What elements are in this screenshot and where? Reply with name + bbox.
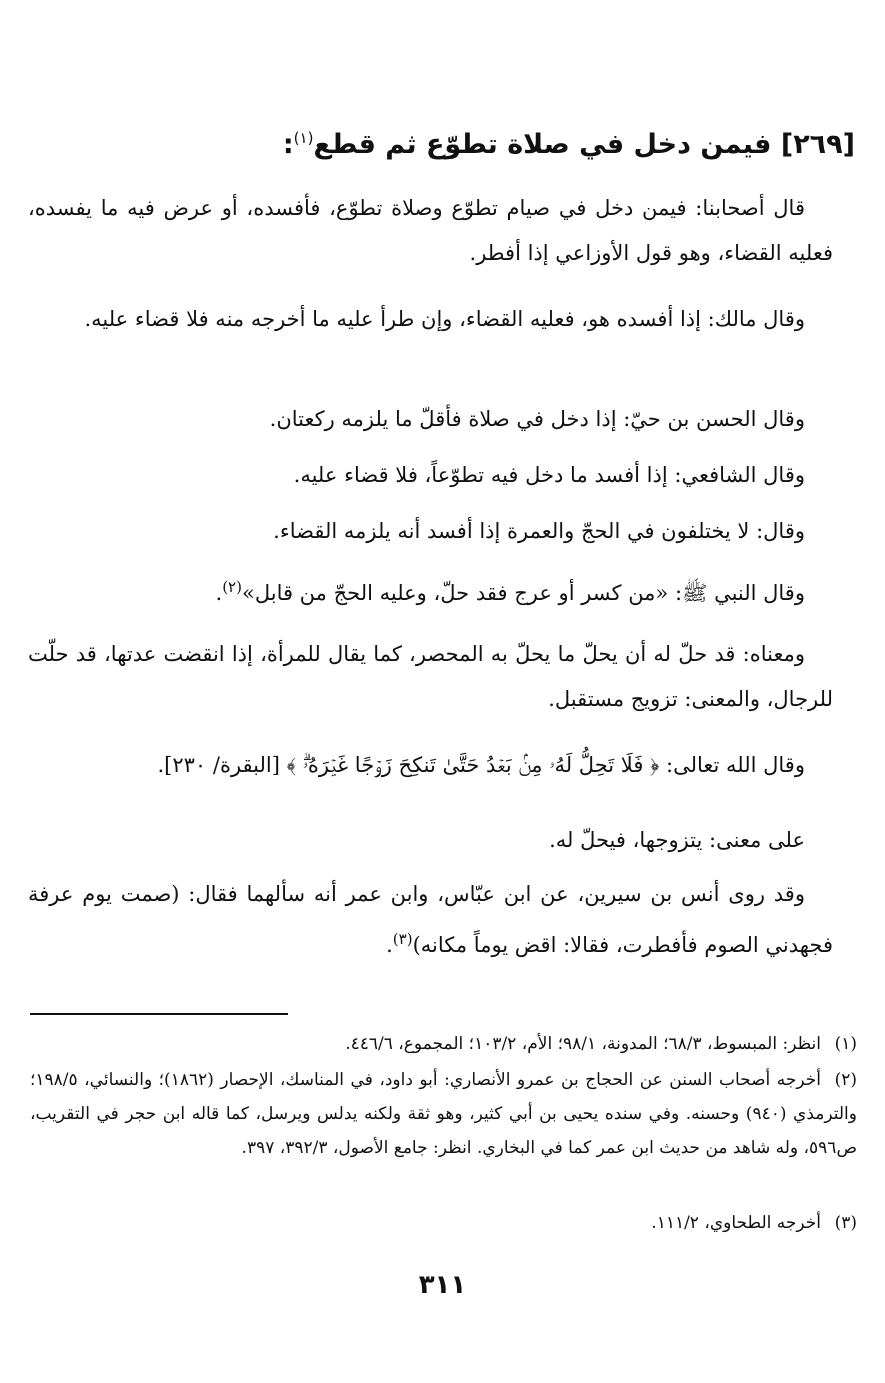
paragraph-malik: وقال مالك: إذا أفسده هو، فعليه القضاء، وإن طرأ عليه ما أخرجه منه فلا قضاء عليه. bbox=[84, 307, 805, 331]
footnote-text: انظر: المبسوط، ٦٨/٣؛ المدونة، ٩٨/١؛ الأم، ١٠٣/٢؛ المجموع، ٤٤٦/٦. bbox=[345, 1034, 821, 1054]
footnote-separator bbox=[30, 1013, 288, 1015]
footnote-2 bbox=[30, 1063, 857, 1165]
heading-colon: : bbox=[282, 129, 294, 160]
footnote-number: (٢) bbox=[834, 1070, 857, 1090]
prophet-end: . bbox=[215, 581, 223, 605]
footnote-number: (١) bbox=[834, 1034, 857, 1054]
paragraph-hasan: وقال الحسن بن حيّ: إذا دخل في صلاة فأقلّ ما يلزمه ركعتان. bbox=[269, 407, 805, 431]
paragraph-meaning: ومعناه: قد حلّ له أن يحلّ ما يحلّ به المحصر، كما يقال للمرأة، إذا انقضت عدتها، قد حلّت للرجال، والمعنى: تزويج مستقبل. bbox=[28, 642, 833, 711]
footnote-ref-1: (١) bbox=[293, 129, 314, 147]
footnote-text: أخرجه الطحاوي، ١١١/٢. bbox=[651, 1213, 821, 1233]
riwaya-text: وقد روى أنس بن سيرين، عن ابن عبّاس، وابن عمر أنه سألهما فقال: (صمت يوم عرفة فجهدني الصوم فأفطرت، فقالا: اقض يوماً مكانه) bbox=[28, 882, 833, 957]
footnote-ref-3: (٣) bbox=[392, 930, 413, 948]
footnote-text: أخرجه أصحاب السنن عن الحجاج بن عمرو الأنصاري: أبو داود، في المناسك، الإحصار (١٨٦٢)؛ والنسائي، ١٩٨/٥؛ والترمذي (٩٤٠) وحسنه. وفي سنده يحيى بن أبي كثير، وهو ثقة ولكنه يدلس ويرسل، كما قاله ابن حجر في التقريب، ص٥٩٦، وله شاهد من حديث ابن عمر كما في البخاري. انظر: جامع الأصول، ٣٩٢/٣، ٣٩٧. bbox=[30, 1070, 857, 1158]
paragraph-hajj: وقال: لا يختلفون في الحجّ والعمرة إذا أفسد أنه يلزمه القضاء. bbox=[273, 519, 805, 543]
paragraph-quran: وقال الله تعالى: ﴿ فَلَا تَحِلُّ لَهُۥ مِنۢ بَعۡدُ حَتَّىٰ تَنكِحَ زَوۡجًا غَيۡرَهُۥۗ ﴾ [البقرة/ ٢٣٠]. bbox=[157, 753, 805, 777]
paragraph-prophet bbox=[28, 565, 833, 616]
paragraph-riwaya bbox=[28, 872, 833, 968]
footnote-3 bbox=[30, 1206, 857, 1240]
paragraph-ala-mana: على معنى: يتزوجها، فيحلّ له. bbox=[549, 828, 805, 852]
riwaya-end: . bbox=[386, 933, 393, 957]
section-title: فيمن دخل في صلاة تطوّع ثم قطع bbox=[313, 129, 772, 160]
footnote-ref-2: (٢) bbox=[222, 578, 242, 596]
page-number: ٣١١ bbox=[418, 1270, 467, 1300]
section-number: [٢٦٩] bbox=[780, 129, 855, 160]
prophet-hadith-text: وقال النبي ﷺ: «من كسر أو عرج فقد حلّ، وعليه الحجّ من قابل» bbox=[241, 581, 805, 605]
paragraph-ashabuna: قال أصحابنا: فيمن دخل في صيام تطوّع وصلاة تطوّع، فأفسده، أو عرض فيه ما يفسده، فعليه القضاء، وهو قول الأوزاعي إذا أفطر. bbox=[28, 196, 833, 265]
footnote-1 bbox=[30, 1027, 857, 1061]
section-heading bbox=[40, 118, 855, 165]
paragraph-shafii: وقال الشافعي: إذا أفسد ما دخل فيه تطوّعاً، فلا قضاء عليه. bbox=[293, 463, 805, 487]
footnote-number: (٣) bbox=[834, 1213, 857, 1233]
